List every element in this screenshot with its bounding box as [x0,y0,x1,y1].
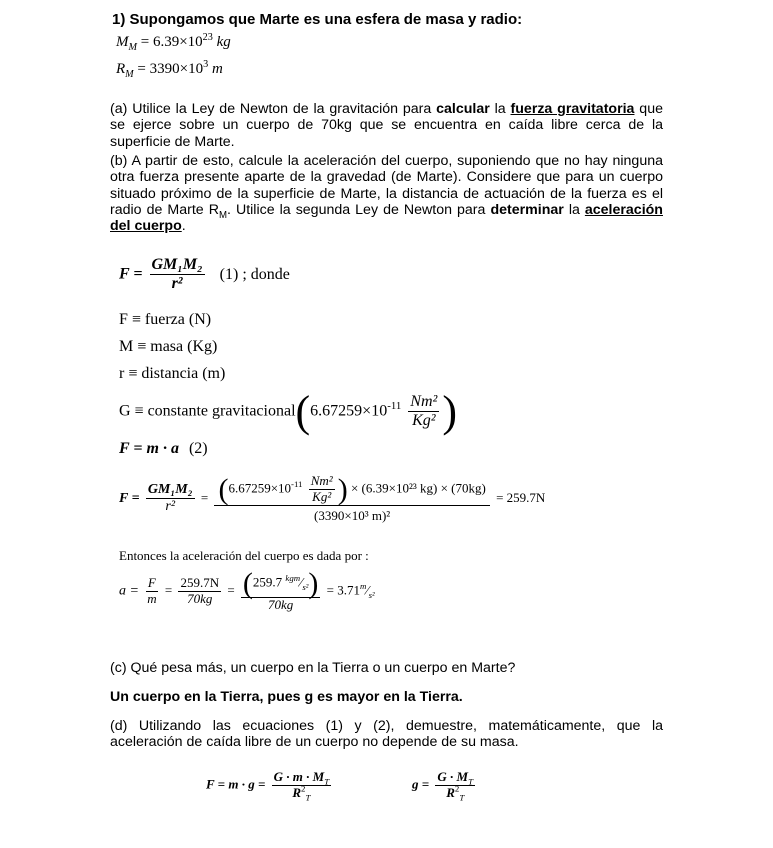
part-b-text: (b) A partir de esto, calcule la aceleración del cuerpo, suponiendo que no hay ninguna otra fuerza presente aparte de la gravedad (de Marte). Considere que para un cuerpo situado próximo de la superficie de Marte, la distancia de actuación de la fuerza es el radio de Marte $R_M$. Utilice la segunda Ley de Newton para determinar la aceleración del cuerpo. [110,153,663,235]
equation-1: F = $\frac{\text{GM₁M₂}}{\text{r²}}$ (1) ; donde [119,256,290,293]
part-c-question: (c) Qué pesa más, un cuerpo en la Tierra o un cuerpo en Marte? [110,660,516,676]
acceleration-calculation: a = $\frac{F}{m}$ = $\frac{259.7N}{70kg}$ = $\frac{(259.7 ^{kgm}⁄_{s^2})}{70kg}$ = $3.71^m⁄_{s^2}$ [119,567,375,612]
final-equation-left: F = m · g = $\frac{G \cdot m \cdot M_T}{R^2_T}$ [206,769,330,803]
part-c-answer: Un cuerpo en la Tierra, pues g es mayor en la Tierra. [110,689,463,705]
def-mass: M ≡ masa (Kg) [119,338,218,355]
def-force: F ≡ fuerza (N) [119,311,212,328]
mars-radius: $R_M = 3390\times 10^3$ m [116,59,223,80]
final-equation-right: g = $\frac{G \cdot M_T}{R^2_T}$ [412,769,474,803]
def-distance: r ≡ distancia (m) [119,365,226,382]
equation-2: F = m · a (2) [119,440,208,457]
then-text: Entonces la aceleración del cuerpo es dada por : [119,548,369,563]
mars-mass: $M_M = 6.39\times 10^{23}$ kg [116,32,231,53]
part-a-text: (a) Utilice la Ley de Newton de la gravitación para calcular la fuerza gravitatoria que se ejerce sobre un cuerpo de 70kg que se encuentra en caída libre cerca de la superficie de Marte. [110,101,663,150]
def-gravitational-constant: G ≡ constante $gravitacional(6.67259\times 10^{-11}$ $\frac{\text{Nm²}}{\text{Kg²}}$ ) [119,387,457,436]
force-calculation: F = $\frac{\text{GM₁M₂}}{\text{r²}}$ = ($6.67259\times 10^{-11}$ $\frac{\text{Nm²}}{\text{Kg²}}$ ) × (6.39×10²³ kg) × (70kg) (3390×10³ m)² = 259.7N [119,472,546,523]
part-d-text: (d) Utilizando las ecuaciones (1) y (2), demuestre, matemáticamente, que la aceleración de caída libre de un cuerpo no depende de su masa. [110,718,663,751]
problem-title: 1) Supongamos que Marte es una esfera de masa y radio: [112,11,523,28]
